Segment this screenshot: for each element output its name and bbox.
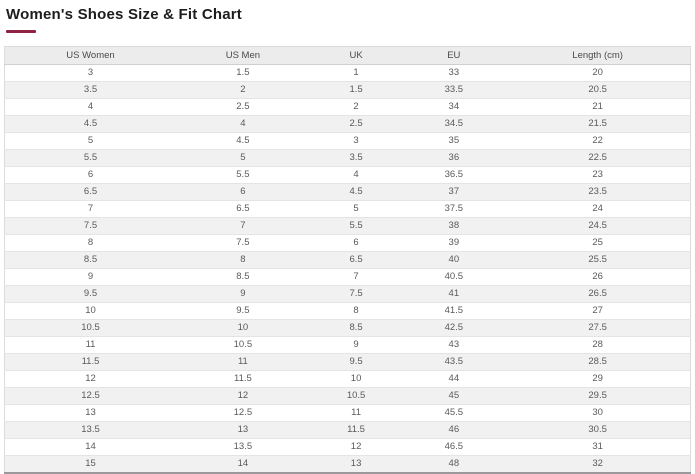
size-cell: 10 bbox=[310, 371, 403, 388]
size-cell: 24 bbox=[505, 201, 690, 218]
size-cell: 7.5 bbox=[5, 218, 177, 235]
size-cell: 40.5 bbox=[402, 269, 505, 286]
size-cell: 35 bbox=[402, 133, 505, 150]
size-cell: 7 bbox=[310, 269, 403, 286]
size-cell: 8 bbox=[5, 235, 177, 252]
table-row bbox=[5, 99, 691, 116]
size-cell: 2.5 bbox=[176, 99, 310, 116]
size-cell: 20.5 bbox=[505, 82, 690, 99]
size-cell: 30.5 bbox=[505, 422, 690, 439]
table-row bbox=[5, 320, 691, 337]
table-row bbox=[5, 388, 691, 405]
size-cell: 29 bbox=[505, 371, 690, 388]
table-row bbox=[5, 456, 691, 474]
size-cell: 5.5 bbox=[5, 150, 177, 167]
size-cell: 10 bbox=[5, 303, 177, 320]
size-cell: 37.5 bbox=[402, 201, 505, 218]
table-row bbox=[5, 269, 691, 286]
size-cell: 14 bbox=[5, 439, 177, 456]
size-cell: 8 bbox=[176, 252, 310, 269]
size-cell: 7.5 bbox=[310, 286, 403, 303]
size-cell: 2 bbox=[310, 99, 403, 116]
size-cell: 13 bbox=[176, 422, 310, 439]
size-cell: 41 bbox=[402, 286, 505, 303]
title-accent-divider bbox=[6, 30, 36, 33]
size-cell: 14 bbox=[176, 456, 310, 474]
size-cell: 12.5 bbox=[5, 388, 177, 405]
size-cell: 1.5 bbox=[236, 67, 250, 78]
size-cell: 4 bbox=[176, 116, 310, 133]
size-cell: 5 bbox=[310, 201, 403, 218]
size-cell: 22.5 bbox=[505, 150, 690, 167]
table-row bbox=[5, 201, 691, 218]
size-cell: 28 bbox=[505, 337, 690, 354]
size-cell: 15 bbox=[5, 456, 177, 474]
table-row bbox=[5, 65, 691, 82]
size-cell: 33 bbox=[448, 67, 460, 78]
size-cell: 2 bbox=[176, 82, 310, 99]
size-cell: 7 bbox=[5, 201, 177, 218]
size-cell: 9.5 bbox=[310, 354, 403, 371]
size-cell: 23 bbox=[505, 167, 690, 184]
table-row bbox=[5, 439, 691, 456]
size-cell: 6 bbox=[310, 235, 403, 252]
size-cell: 5 bbox=[176, 150, 310, 167]
size-cell: 2.5 bbox=[310, 116, 403, 133]
size-cell: 13 bbox=[310, 456, 403, 474]
table-row bbox=[5, 303, 691, 320]
header-row bbox=[5, 47, 691, 65]
size-cell: 6.5 bbox=[5, 184, 177, 201]
size-cell: 41.5 bbox=[402, 303, 505, 320]
size-conversion-table bbox=[4, 46, 691, 474]
size-cell: 7 bbox=[176, 218, 310, 235]
table-row bbox=[5, 116, 691, 133]
size-cell: 22 bbox=[505, 133, 690, 150]
size-cell: 11.5 bbox=[310, 422, 403, 439]
table-row bbox=[5, 167, 691, 184]
size-cell: 40 bbox=[402, 252, 505, 269]
size-cell: 34.5 bbox=[402, 116, 505, 133]
size-cell: 9.5 bbox=[176, 303, 310, 320]
size-cell: 3 bbox=[310, 133, 403, 150]
size-cell: 3.5 bbox=[5, 82, 177, 99]
size-cell: 44 bbox=[402, 371, 505, 388]
table-row bbox=[5, 82, 691, 99]
size-cell: 21.5 bbox=[505, 116, 690, 133]
size-cell: 31 bbox=[505, 439, 690, 456]
column-header: US Women bbox=[5, 47, 177, 65]
size-cell: 21 bbox=[505, 99, 690, 116]
size-cell: 23.5 bbox=[505, 184, 690, 201]
table-row bbox=[5, 405, 691, 422]
table-row bbox=[5, 371, 691, 388]
size-cell: 4.5 bbox=[5, 116, 177, 133]
size-cell: 8.5 bbox=[5, 252, 177, 269]
size-cell: 30 bbox=[505, 405, 690, 422]
size-cell: 48 bbox=[402, 456, 505, 474]
size-cell: 46 bbox=[402, 422, 505, 439]
size-cell: 12.5 bbox=[176, 405, 310, 422]
size-cell: 4 bbox=[5, 99, 177, 116]
size-cell: 4.5 bbox=[176, 133, 310, 150]
size-cell: 5 bbox=[5, 133, 177, 150]
size-cell: 24.5 bbox=[505, 218, 690, 235]
table-row bbox=[5, 252, 691, 269]
column-header: EU bbox=[402, 47, 505, 65]
size-cell: 13 bbox=[5, 405, 177, 422]
size-cell: 10.5 bbox=[176, 337, 310, 354]
size-cell: 28.5 bbox=[505, 354, 690, 371]
size-cell: 29.5 bbox=[505, 388, 690, 405]
column-header: UK bbox=[310, 47, 403, 65]
size-cell: 3.5 bbox=[310, 150, 403, 167]
size-cell: 36.5 bbox=[402, 167, 505, 184]
size-cell: 9 bbox=[176, 286, 310, 303]
size-cell: 9 bbox=[5, 269, 177, 286]
size-cell: 42.5 bbox=[402, 320, 505, 337]
size-cell: 12 bbox=[310, 439, 403, 456]
size-cell: 36 bbox=[402, 150, 505, 167]
size-cell: 43 bbox=[402, 337, 505, 354]
size-cell: 45 bbox=[402, 388, 505, 405]
table-row bbox=[5, 422, 691, 439]
size-cell: 1 bbox=[353, 67, 359, 78]
size-cell: 27 bbox=[505, 303, 690, 320]
size-cell: 4.5 bbox=[310, 184, 403, 201]
size-cell: 11 bbox=[176, 354, 310, 371]
size-cell: 8.5 bbox=[176, 269, 310, 286]
size-cell: 6.5 bbox=[176, 201, 310, 218]
size-cell: 34 bbox=[402, 99, 505, 116]
table-row bbox=[5, 133, 691, 150]
size-cell: 26.5 bbox=[505, 286, 690, 303]
size-cell: 8 bbox=[310, 303, 403, 320]
size-cell: 20 bbox=[592, 67, 603, 78]
table-row bbox=[5, 337, 691, 354]
column-header: Length (cm) bbox=[505, 47, 690, 65]
size-cell: 13.5 bbox=[176, 439, 310, 456]
table-body bbox=[5, 65, 691, 474]
table-row bbox=[5, 286, 691, 303]
size-cell: 45.5 bbox=[402, 405, 505, 422]
page-title: Women's Shoes Size & Fit Chart bbox=[6, 6, 242, 23]
size-cell: 5.5 bbox=[176, 167, 310, 184]
size-cell: 12 bbox=[5, 371, 177, 388]
size-cell: 8.5 bbox=[310, 320, 403, 337]
size-cell: 38 bbox=[402, 218, 505, 235]
size-cell: 6.5 bbox=[310, 252, 403, 269]
size-cell: 26 bbox=[505, 269, 690, 286]
column-header: US Men bbox=[176, 47, 310, 65]
size-cell: 12 bbox=[176, 388, 310, 405]
size-cell: 39 bbox=[402, 235, 505, 252]
size-cell: 9 bbox=[310, 337, 403, 354]
size-cell: 11 bbox=[5, 337, 177, 354]
size-cell: 11.5 bbox=[176, 371, 310, 388]
size-cell: 46.5 bbox=[402, 439, 505, 456]
table-row bbox=[5, 150, 691, 167]
size-cell: 32 bbox=[505, 456, 690, 474]
table-header bbox=[5, 47, 691, 65]
size-cell: 13.5 bbox=[5, 422, 177, 439]
size-cell: 33.5 bbox=[402, 82, 505, 99]
table-row bbox=[5, 235, 691, 252]
size-cell: 4 bbox=[310, 167, 403, 184]
size-cell: 5.5 bbox=[310, 218, 403, 235]
table-row bbox=[5, 218, 691, 235]
size-cell: 6 bbox=[176, 184, 310, 201]
size-cell: 1.5 bbox=[310, 82, 403, 99]
size-cell: 9.5 bbox=[5, 286, 177, 303]
size-cell: 10.5 bbox=[5, 320, 177, 337]
size-cell: 43.5 bbox=[402, 354, 505, 371]
size-cell: 25 bbox=[505, 235, 690, 252]
table-row bbox=[5, 184, 691, 201]
size-cell: 10.5 bbox=[310, 388, 403, 405]
size-cell: 11 bbox=[310, 405, 403, 422]
size-cell: 25.5 bbox=[505, 252, 690, 269]
size-cell: 27.5 bbox=[505, 320, 690, 337]
size-cell: 6 bbox=[5, 167, 177, 184]
table-row bbox=[5, 354, 691, 371]
size-cell: 3 bbox=[87, 67, 94, 78]
size-cell: 37 bbox=[402, 184, 505, 201]
size-cell: 10 bbox=[176, 320, 310, 337]
size-cell: 11.5 bbox=[5, 354, 177, 371]
size-cell: 7.5 bbox=[176, 235, 310, 252]
